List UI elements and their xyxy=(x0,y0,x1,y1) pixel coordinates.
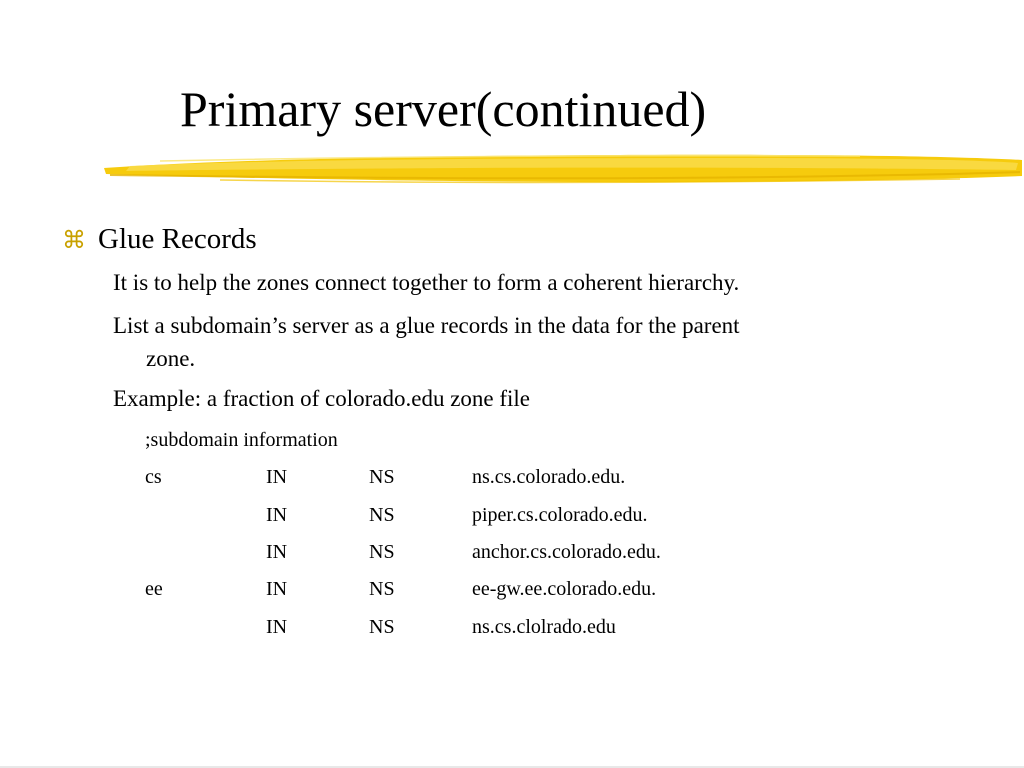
record-data: ns.cs.colorado.edu. xyxy=(472,466,626,488)
record-type: NS xyxy=(369,466,395,488)
record-class: IN xyxy=(266,616,288,638)
record-data: ns.cs.clolrado.edu xyxy=(472,616,616,638)
record-data: anchor.cs.colorado.edu. xyxy=(472,541,661,563)
point-purpose: It is to help the zones connect together to form a coherent hierarchy. xyxy=(113,270,740,295)
record-class: IN xyxy=(266,466,288,488)
point-list-subdomain-line1: List a subdomain’s server as a glue records in the data for the parent xyxy=(113,313,740,338)
title-underline-brushstroke xyxy=(100,150,1024,188)
point-list-subdomain xyxy=(113,309,913,375)
point-example: Example: a fraction of colorado.edu zone file xyxy=(113,386,531,411)
bullet-text: Glue Records xyxy=(98,223,257,255)
point-list-subdomain-line2: zone. xyxy=(146,346,196,371)
record-class: IN xyxy=(266,578,288,600)
slide-title: Primary server(continued) xyxy=(180,81,707,137)
record-type: NS xyxy=(369,616,395,638)
zone-comment: ;subdomain information xyxy=(145,429,338,451)
bullet-glue-records xyxy=(62,222,257,257)
command-bullet-icon: ⌘ xyxy=(62,226,86,254)
record-class: IN xyxy=(266,504,288,526)
record-name: cs xyxy=(145,466,162,488)
record-data: ee-gw.ee.colorado.edu. xyxy=(472,578,657,600)
record-type: NS xyxy=(369,541,395,563)
record-type: NS xyxy=(369,504,395,526)
record-data: piper.cs.colorado.edu. xyxy=(472,504,648,526)
record-name: ee xyxy=(145,578,163,600)
record-type: NS xyxy=(369,578,395,600)
record-class: IN xyxy=(266,541,288,563)
